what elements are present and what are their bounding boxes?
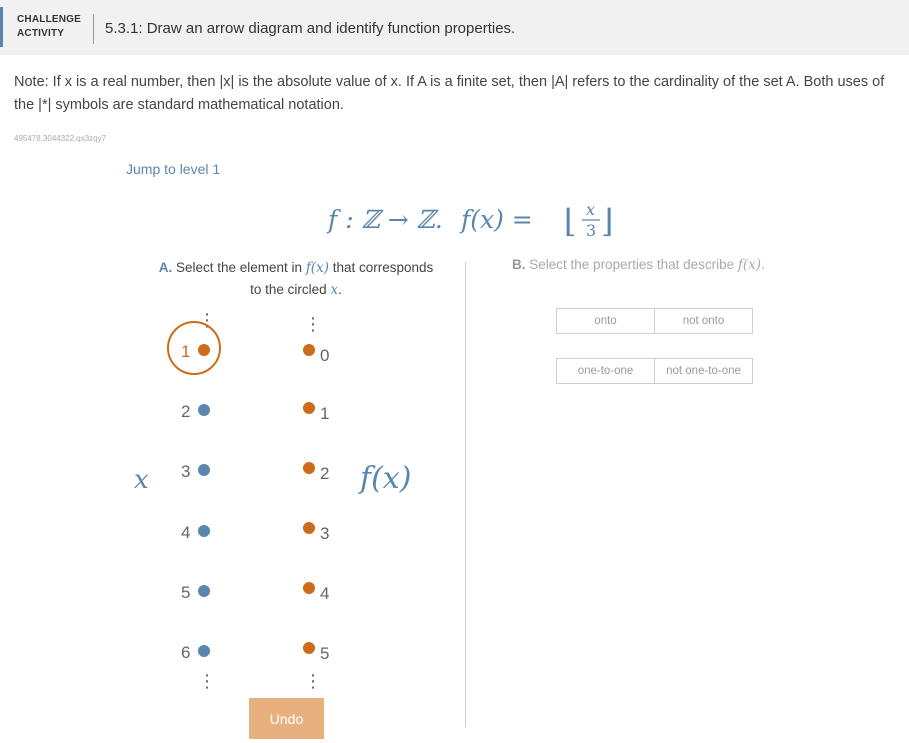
domain-value-label: 4 <box>181 523 191 542</box>
part-b-letter: B. <box>512 257 526 272</box>
activity-title: 5.3.1: Draw an arrow diagram and identify function properties. <box>105 20 516 37</box>
codomain-value-label: 2 <box>320 464 330 483</box>
codomain-node[interactable] <box>303 402 315 414</box>
codomain-node[interactable] <box>303 582 315 594</box>
part-b-text: Select the properties that describe <box>529 257 735 272</box>
codomain-bottom-ellipsis: ⋮ <box>304 671 322 692</box>
domain-node[interactable] <box>198 525 210 537</box>
part-b-period: . <box>761 257 765 272</box>
codomain-top-ellipsis: ⋮ <box>304 314 322 335</box>
codomain-value-label: 4 <box>320 584 330 603</box>
part-b-fx: f(x) <box>737 257 762 273</box>
domain-top-ellipsis: ⋮ <box>198 310 216 331</box>
floor-right-bracket: ⌋ <box>601 202 614 240</box>
domain-value-label: 5 <box>181 583 191 602</box>
domain-node[interactable] <box>198 464 210 476</box>
part-a-text1: Select the element in <box>175 260 303 275</box>
not-onto-button[interactable]: not onto <box>654 308 753 334</box>
domain-value-label: 1 <box>181 342 191 361</box>
codomain-value-label: 1 <box>320 404 330 423</box>
domain-node[interactable] <box>198 404 210 416</box>
domain-node[interactable] <box>198 585 210 597</box>
one-to-one-button[interactable]: one-to-one <box>556 358 655 384</box>
codomain-node[interactable] <box>303 462 315 474</box>
codomain-value-label: 0 <box>320 346 330 365</box>
note-text: Note: If x is a real number, then |x| is the absolute value of x. If A is a finite set, then |A| refers to the cardinality of the set A. Both uses of the |*| symbols are standard mathematical notation. <box>14 74 885 113</box>
function-fx-equals: f(x) = <box>461 205 533 234</box>
part-a-period: . <box>338 282 342 297</box>
domain-value-label: 6 <box>181 643 191 662</box>
codomain-node[interactable] <box>303 522 315 534</box>
floor-left-bracket: ⌊ <box>564 202 577 240</box>
task-id: 495478.3044322.qx3zqy7 <box>14 134 107 143</box>
domain-node[interactable] <box>198 645 210 657</box>
codomain-label: f(x) <box>360 461 412 496</box>
part-a-x: x <box>330 282 339 298</box>
domain-value-label: 2 <box>181 402 191 421</box>
part-a-line2: to the circled <box>250 282 327 297</box>
function-signature: f : ℤ → ℤ. <box>328 205 443 234</box>
domain-value-label: 3 <box>181 462 191 481</box>
onto-button[interactable]: onto <box>556 308 655 334</box>
codomain-value-label: 3 <box>320 524 330 543</box>
undo-button[interactable]: Undo <box>249 698 324 739</box>
part-a-letter: A. <box>158 260 173 275</box>
fraction-numerator: x <box>586 200 596 219</box>
fraction-denominator: 3 <box>586 221 597 240</box>
domain-label: x <box>134 465 149 495</box>
codomain-value-label: 5 <box>320 644 330 663</box>
not-one-to-one-button[interactable]: not one-to-one <box>654 358 753 384</box>
domain-bottom-ellipsis: ⋮ <box>198 671 216 692</box>
codomain-node[interactable] <box>303 642 315 654</box>
part-a-text2: that corresponds <box>332 260 434 275</box>
selected-element-circle <box>168 322 220 374</box>
header-label-line1: CHALLENGE <box>17 14 82 25</box>
jump-to-level-link[interactable]: Jump to level 1 <box>126 161 221 177</box>
header-label-line2: ACTIVITY <box>17 28 65 39</box>
codomain-node[interactable] <box>303 344 315 356</box>
domain-node[interactable] <box>198 344 210 356</box>
part-a-fx: f(x) <box>305 260 329 276</box>
